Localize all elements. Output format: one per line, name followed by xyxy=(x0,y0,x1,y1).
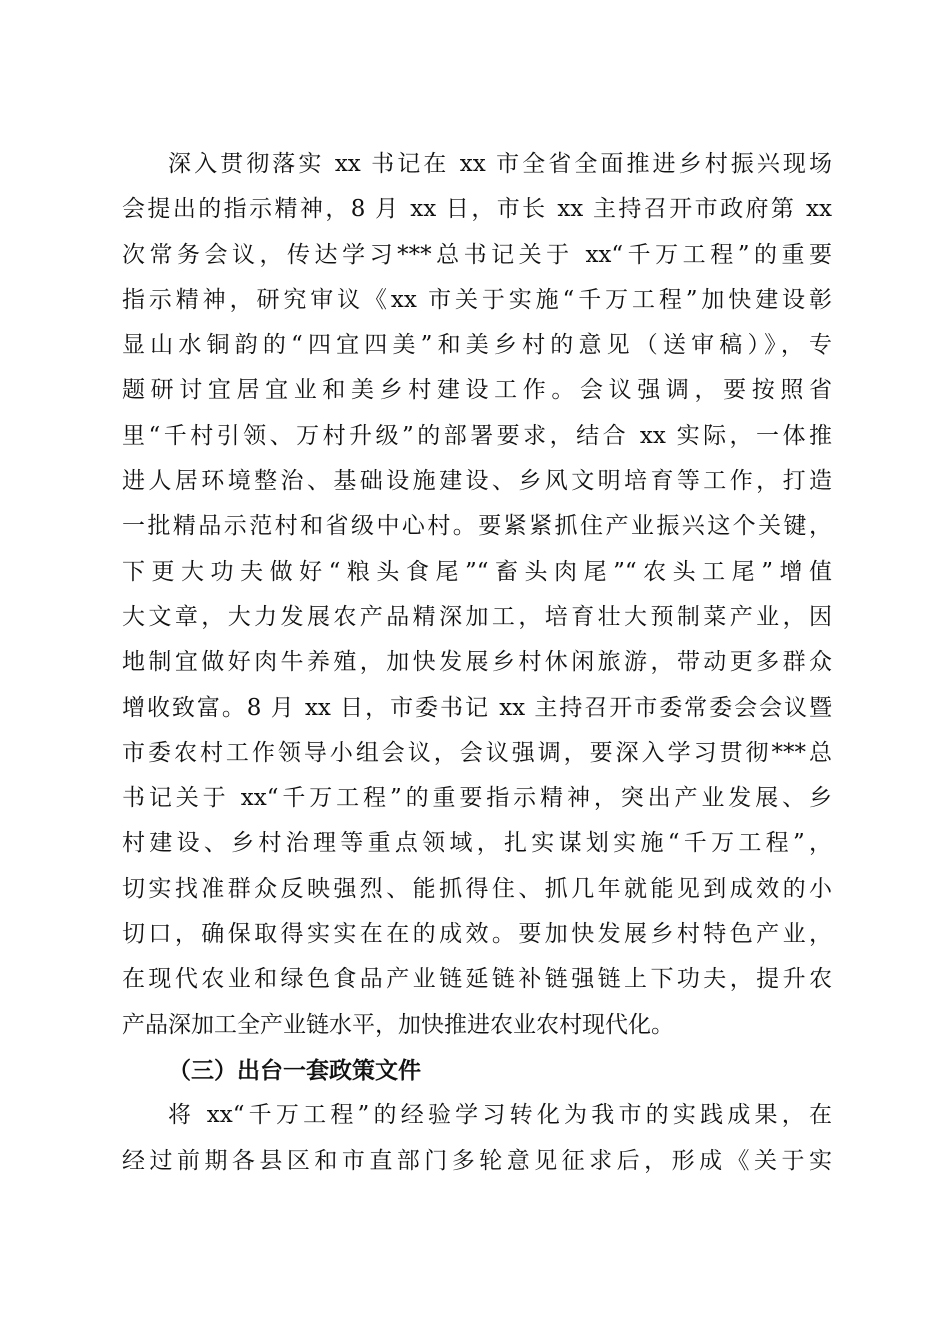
paragraph-line: 产品深加工全产业链水平，加快推进农业农村现代化。 xyxy=(122,1011,674,1038)
paragraph-line: 显山水铜韵的“四宜四美”和美乡村的意见（送审稿）》，专 xyxy=(122,332,832,359)
paragraph-line: 指示精神，研究审议《xx 市关于实施“千万工程”加快建设彰 xyxy=(122,286,832,313)
paragraph-line: 书记关于 xx“千万工程”的重要指示精神，突出产业发展、乡 xyxy=(122,785,832,812)
paragraph-line: 深入贯彻落实 xx 书记在 xx 市全省全面推进乡村振兴现场 xyxy=(168,151,832,177)
section-heading: （三）出台一套政策文件 xyxy=(168,1056,421,1084)
paragraph-line: 在现代农业和绿色食品产业链延链补链强链上下功夫，提升农 xyxy=(122,966,832,993)
paragraph-line: 将 xx“千万工程”的经验学习转化为我市的实践成果，在 xyxy=(168,1102,832,1129)
paragraph-line: 地制宜做好肉牛养殖，加快发展乡村休闲旅游，带动更多群众 xyxy=(122,649,832,676)
paragraph-line: 下更大功夫做好“粮头食尾”“畜头肉尾”“农头工尾”增值 xyxy=(122,558,832,585)
paragraph-line: 次常务会议，传达学习***总书记关于 xx“千万工程”的重要 xyxy=(122,241,832,268)
paragraph-line: 切实找准群众反映强烈、能抓得住、抓几年就能见到成效的小 xyxy=(122,875,832,902)
paragraph-line: 市委农村工作领导小组会议，会议强调，要深入学习贯彻***总 xyxy=(122,739,832,766)
paragraph-line: 切口，确保取得实实在在的成效。要加快发展乡村特色产业， xyxy=(122,921,832,948)
paragraph-line: 一批精品示范村和省级中心村。要紧紧抓住产业振兴这个关键， xyxy=(122,513,832,540)
paragraph-line: 村建设、乡村治理等重点领域，扎实谋划实施“千万工程”， xyxy=(122,830,832,857)
paragraph-line: 里“千村引领、万村升级”的部署要求，结合 xx 实际，一体推 xyxy=(122,422,832,449)
paragraph-line: 大文章，大力发展农产品精深加工，培育壮大预制菜产业，因 xyxy=(122,603,832,630)
paragraph-2 xyxy=(122,1093,832,1184)
paragraph-1 xyxy=(122,142,832,1048)
paragraph-line: 题研讨宜居宜业和美乡村建设工作。会议强调，要按照省 xyxy=(122,377,832,404)
paragraph-line: 增收致富。8 月 xx 日，市委书记 xx 主持召开市委常委会会议暨 xyxy=(122,694,832,721)
paragraph-line: 进人居环境整治、基础设施建设、乡风文明培育等工作，打造 xyxy=(122,468,832,495)
document-body xyxy=(122,142,832,1184)
paragraph-line: 经过前期各县区和市直部门多轮意见征求后，形成《关于实 xyxy=(122,1147,832,1174)
paragraph-line: 会提出的指示精神，8 月 xx 日，市长 xx 主持召开市政府第 xx xyxy=(122,196,832,223)
